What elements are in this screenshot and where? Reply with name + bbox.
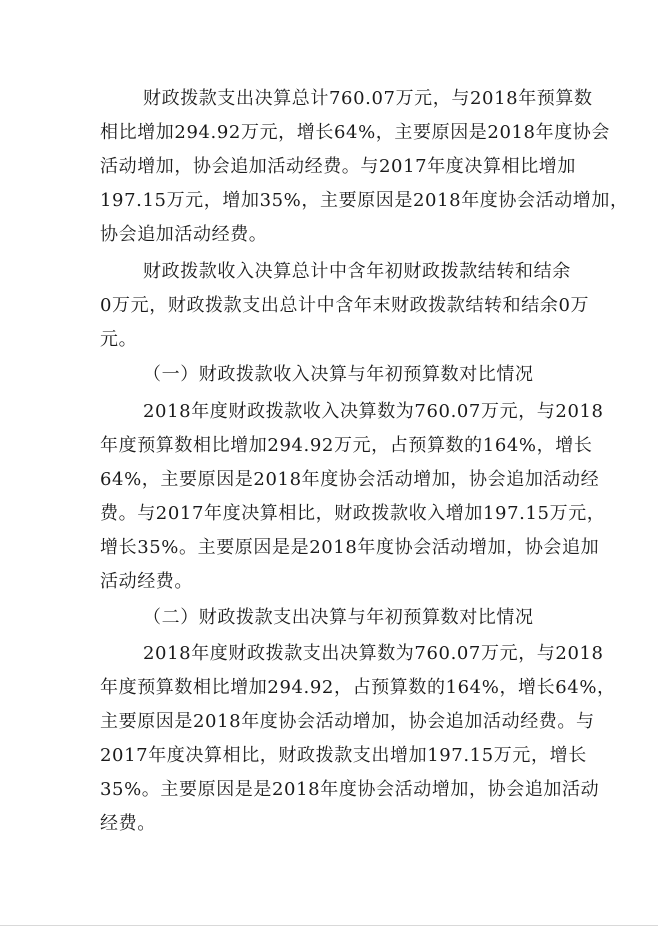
paragraph-1-line-3: 活动增加，协会追加活动经费。与2017年度决算相比增加 <box>100 156 577 177</box>
paragraph-4-line-2: 年度预算数相比增加294.92，占预算数的164%，增长64%， <box>100 677 616 698</box>
paragraph-4-line-4: 2017年度决算相比，财政拨款支出增加197.15万元，增长 <box>100 745 587 766</box>
paragraph-3-line-6: 活动经费。 <box>100 571 193 592</box>
paragraph-2-line-1: 财政拨款收入决算总计中含年初财政拨款结转和结余 <box>143 261 571 282</box>
paragraph-1-line-1: 财政拨款支出决算总计760.07万元，与2018年预算数 <box>143 88 593 109</box>
paragraph-4-line-5: 35%。主要原因是是2018年度协会活动增加，协会追加活动 <box>100 779 600 800</box>
paragraph-3-line-5: 增长35%。主要原因是是2018年度协会活动增加，协会追加 <box>100 537 600 558</box>
section-heading-1: （一）财政拨款收入决算与年初预算数对比情况 <box>143 364 534 385</box>
paragraph-1-line-2: 相比增加294.92万元，增长64%，主要原因是2018年度协会 <box>100 122 610 143</box>
paragraph-4-line-3: 主要原因是2018年度协会活动增加，协会追加活动经费。与 <box>100 711 595 732</box>
paragraph-1-line-4: 197.15万元，增加35%，主要原因是2018年度协会活动增加， <box>100 190 629 211</box>
paragraph-3-line-3: 64%，主要原因是2018年度协会活动增加，协会追加活动经 <box>100 469 600 490</box>
paragraph-2-line-3: 元。 <box>100 329 138 350</box>
paragraph-3-line-2: 年度预算数相比增加294.92万元，占预算数的164%，增长 <box>100 435 593 456</box>
paragraph-2-line-2: 0万元，财政拨款支出总计中含年末财政拨款结转和结余0万 <box>100 295 590 316</box>
paragraph-3-line-1: 2018年度财政拨款收入决算数为760.07万元，与2018 <box>143 401 604 422</box>
paragraph-4-line-1: 2018年度财政拨款支出决算数为760.07万元，与2018 <box>143 643 604 664</box>
paragraph-4-line-6: 经费。 <box>100 813 156 834</box>
page-bottom-divider <box>0 925 658 926</box>
section-heading-2: （二）财政拨款支出决算与年初预算数对比情况 <box>143 607 534 628</box>
paragraph-3-line-4: 费。与2017年度决算相比，财政拨款收入增加197.15万元， <box>100 503 606 524</box>
paragraph-1-line-5: 协会追加活动经费。 <box>100 224 268 245</box>
